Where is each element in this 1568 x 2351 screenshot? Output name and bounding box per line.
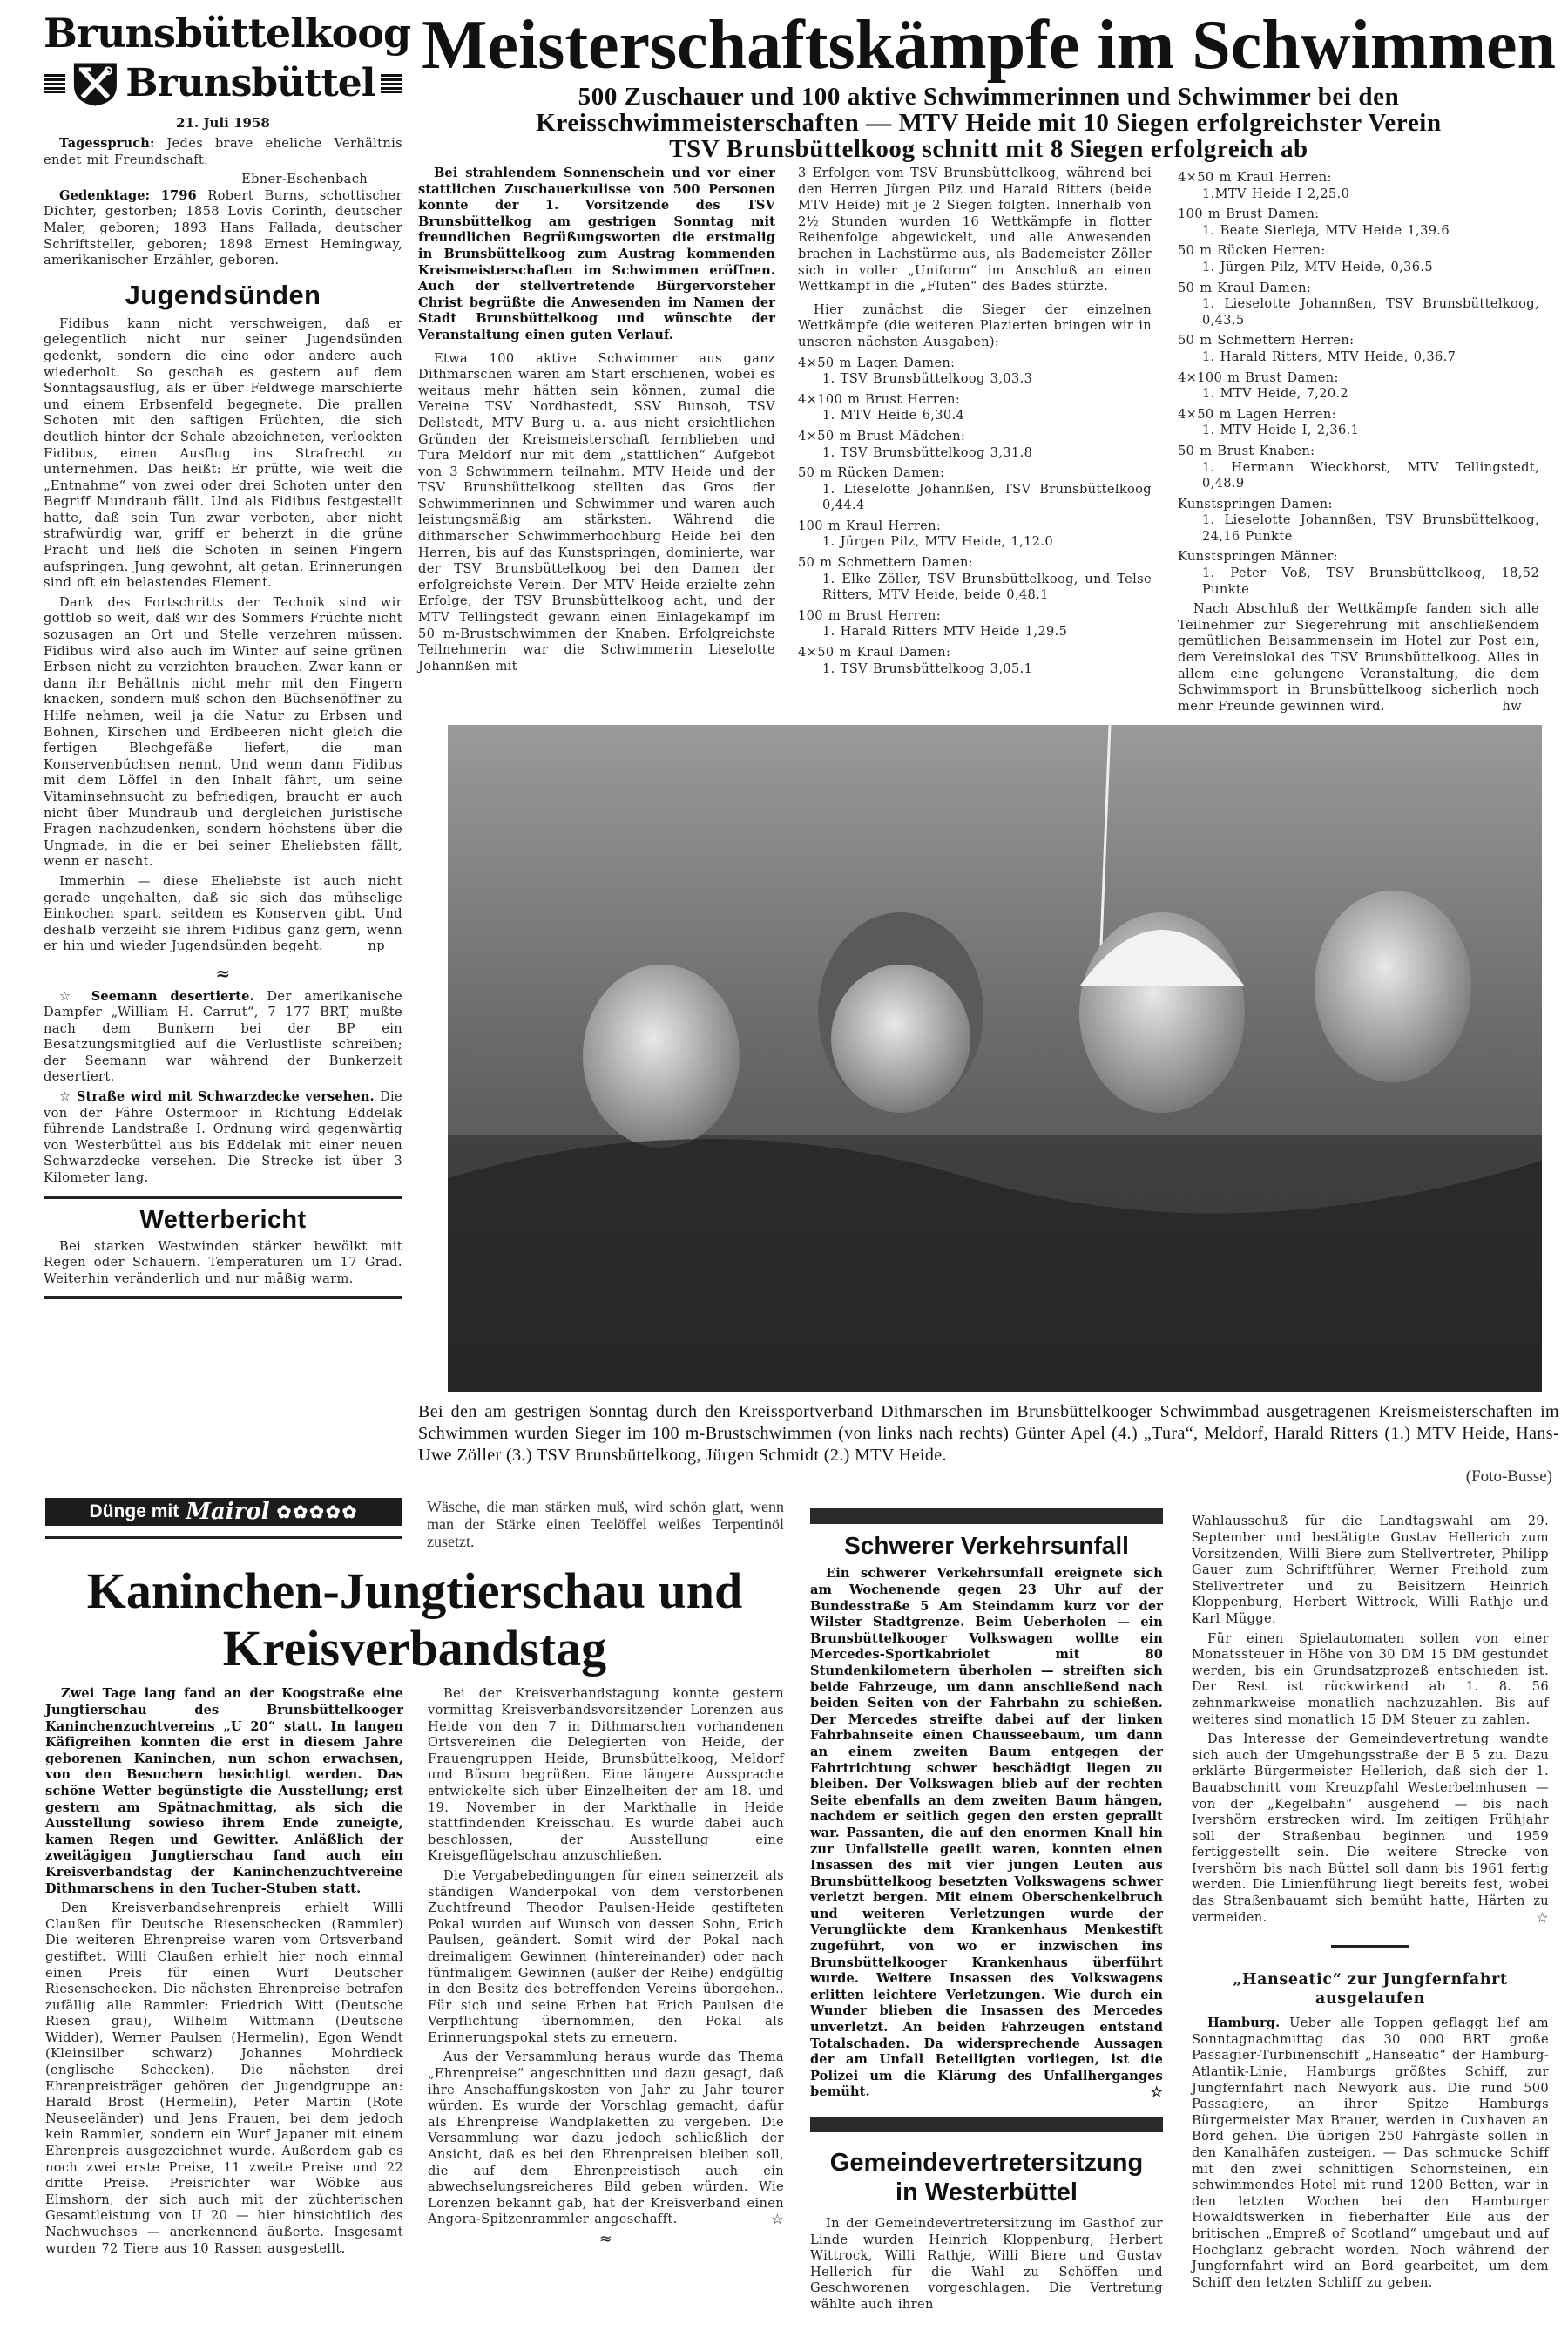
issue-date: 21. Juli 1958: [176, 115, 270, 131]
result-event: 100 m Brust Damen:: [1178, 207, 1320, 222]
hanseatic-column: [1192, 2016, 1549, 2291]
result-winner: 1. Elke Zöller, TSV Brunsbüttelkoog, und Telse Ritters, MTV Heide, beide 0,48.1: [822, 571, 1152, 603]
gedenktage: Gedenktage: 1796 Robert Burns, schottischer Dichter, gestorben; 1858 Lovis Corinth, deutscher Maler, geboren; 1893 Hans Fallada, deutscher Schriftsteller, geboren; 1898 Ernest Hemingway, amerikanischer Erzähler, geboren.: [44, 187, 402, 268]
masthead-line2: Brunsbüttel: [125, 61, 375, 105]
result-winner: 1. Harald Ritters MTV Heide 1,29.5: [822, 624, 1068, 640]
result-winner: 1. Jürgen Pilz, MTV Heide, 1,12.0: [822, 534, 1054, 550]
result-winner: 1. Lieselotte Johannßen, TSV Brunsbüttelkoog, 0,43.5: [1202, 296, 1539, 328]
tagesspruch: Tagesspruch: Jedes brave eheliche Verhältnis endet mit Freundschaft.: [44, 136, 402, 167]
gemeinde-column-2: [1192, 1514, 1549, 1929]
kaninchen-column-2: [428, 1686, 784, 2247]
divider: [45, 1536, 402, 1539]
result-winner: 1. Peter Voß, TSV Brunsbüttelkoog, 18,52 Punkte: [1202, 566, 1539, 597]
swim-column-3: [1178, 166, 1539, 718]
left-column: [44, 136, 402, 1299]
star-icon: ☆: [59, 988, 91, 1004]
gemeinde-paragraph: In der Gemeindevertretersitzung im Gasthof zur Linde wurden Heinrich Kloppenburg, Herbert Wittrock, Willi Rathje, Willi Biere und Gustav Hellerich für die Wahl zu Schöffen und Geschworenen vorgeschlagen. Die Vertretung wählte auch ihren: [810, 2216, 1163, 2312]
result-event: Kunstspringen Damen:: [1178, 496, 1333, 512]
separator-icon: ≈: [215, 962, 231, 984]
banner-left-icon: [44, 74, 65, 93]
kaninchen-paragraph: Die Vergabebedingungen für einen seinerzeit als ständigen Wanderpokal von dem verstorbenen Zuchtfreund Theodor Paulsen-Heide gestifteten Pokal wurden auf Wunsch von dessen Sohn, Erich Paulsen, geändert. Somit wird der Pokal nach dreimaligem Gewinnen (hintereinander) oder nach fünfmaligem Gewinnen (außer der Reihe) endgültig in den Besitz des betreffenden Vereins übergehen.. Für sich und seine Erben hat Erich Paulsen die Verpflichtung übernommen, den Pokal als Erinnerungspokal stets zu erneuern.: [428, 1867, 784, 2045]
hanseatic-text: Hamburg. Ueber alle Toppen geflaggt lief am Sonntagnachmittag das 30 000 BRT große Passagier-Turbinenschiff „Hanseatic“ der Hamburg-Atlantik-Linie, Hamburgs größtes Schiff, zur Jungfernfahrt nach Newyork aus. Die rund 500 Passagiere, an ihrer Spitze Hamburgs Bürgermeister Max Brauer, werden in Cuxhaven an Bord gehen. Die übrigen 250 Fahrgäste sollen in den Kanalhäfen zusteigen. — Das schmucke Schiff mit den zwei schnittigen Schornsteinen, ein schwimmendes Hotel mit rund 1200 Betten, war in den letzten Wochen bei den Hamburger Howaldtswerken in fieberhafter Eile aus der britischen „Empreß of Scotland“ umgebaut und auf Hochglanz gebracht worden. Noch während der Jungfernfahrt wird an Bord gearbeitet, um dem Schiff den letzten Schliff zu geben.: [1192, 2016, 1549, 2290]
gemeinde-paragraph: Wahlausschuß für die Landtagswahl am 29. September und bestätigte Gustav Hellerich zum Vorsitzenden, Willi Biere zum Stellvertreter, Philipp Gauer zum Schriftführer, Werner Freihold zum Stellvertreter und zu Beisitzern Heinrich Kloppenburg, Herbert Wittrock, Willi Rathje und Karl Mügge.: [1192, 1514, 1549, 1626]
column-3: [810, 1487, 1163, 2316]
star-icon: ☆: [771, 2211, 784, 2228]
kaninchen-headline: Kaninchen-Jungtierschau und Kreisverbandstag: [86, 1562, 743, 1677]
jugendsuenden-paragraph: Fidibus kann nicht verschweigen, daß er gelegentlich nicht nur seiner Jugendsünden gedenkt, sondern die eine oder andere auch wiederholt. So geschah es gestern auf dem Sonntagsausflug, als er über Feldwege marschierte und einem Erbsenfeld begegnete. Die prallen Schoten mit den saftigen Früchten, die sich deutlich hinter der Schale abzeichneten, verlockten Fidibus, einen Ausflug ins Strafrecht zu unternehmen. Das heißt: Er prüfte, wie weit die „Entnahme“ von zwei oder drei Schoten unter den Begriff Mundraub fällt. Und als Fidibus festgestellt hatte, daß sein Tun zwar verboten, aber nicht strafwürdig war, griff er beherzt in die grüne Pracht und ließ die Schoten in seinen Fingern aufspringen. Jung gewohnt, alt getan. Erinnerungen sind oft ein belastendes Element.: [44, 315, 402, 591]
flower-pots-icon: ✿✿✿✿✿: [276, 1502, 359, 1522]
kaninchen-paragraph: Den Kreisverbandsehrenpreis erhielt Willi Claußen für Deutsche Riesenschecken (Rammler) Die weiteren Ehrenpreise waren vom Ortsverband gestiftet. Willi Claußen erhielt hier noch einmal einen Preis für einen Wurf Deutscher Riesenschecken. Die nächsten Ehrenpreise betrafen zufällig alle Rammler: Friedrich Witt (Deutsche Riesen grau), Wilhelm Wittmann (Deutsche Widder), Werner Paulsen (Hermelin), Egon Wendt (Kleinsilber schwarz) Johannes Mohrdieck (englische Schecken). Die nächsten drei Ehrenpreisträger gehören der Jugendgruppe an: Harald Brost (Hermelin), Peter Martin (Rote Neuseeländer) und Jens Frauen, bei dem jedoch kein Rammler, sondern ein Wurf Japaner mit einem Ehrenpreis ausgezeichnet wurde. Außerdem gab es noch zwei erste Preise, 11 zweite Preise und 22 dritte Preise. Preisrichter war Wöbke aus Elmshorn, der sich auch mit der züchterischen Gesamtleistung von U 20 — hier hinsichtlich des Nachwuchses — anerkennend äußerte. Insgesamt wurden 72 Tiere aus 10 Rassen ausgestellt.: [45, 1900, 403, 2256]
result-event: 4×50 m Lagen Herren:: [1178, 406, 1336, 422]
banner-right-icon: [381, 74, 402, 93]
result-event: 50 m Schmettern Herren:: [1178, 333, 1355, 349]
result-winner: 1. Jürgen Pilz, MTV Heide, 0,36.5: [1202, 259, 1434, 274]
result-event: 4×100 m Brust Herren:: [798, 391, 961, 407]
kaninchen-lead: Zwei Tage lang fand an der Koogstraße eine Jungtierschau des Brunsbüttelkooger Kaninchenzuchtvereins „U 20“ statt. In langen Käfigreihen konnten die erst in diesem Jahre geborenen Kaninchen, nun schon erwachsen, von den Besuchern besichtigt werden. Das schöne Wetter begünstigte die Ausstellung; erst gestern am Spätnachmittag, als sich die Ausstellung sowieso ihrem Ende zuneigte, kamen Regen und Gewitter. Anläßlich der zweitägigen Jungtierschau fand auch ein Kreisverbandstag der Kaninchenzuchtvereine Dithmarschens in den Tucher-Stuben statt.: [45, 1686, 403, 1896]
dark-divider-bar: [810, 1508, 1163, 1524]
result-winner: 1. Lieselotte Johannßen, TSV Brunsbüttelkoog 0,44.4: [822, 481, 1152, 513]
swim-paragraph: 3 Erfolgen vom TSV Brunsbüttelkoog, während bei den Herren Jürgen Pilz und Harald Ritters (beide MTV Heide) mit je 2 Siegen folgten. Innerhalb von 2½ Stunden wurden 16 Wettkämpfe in flotter Reihenfolge abgewickelt, und alle Anwesenden brachen in Lachstürme aus, als Bademeister Zöller sich in voller „Uniform“ im Anschluß an einen Wettkampf in die „Fluten“ des Bades stürzte.: [798, 166, 1152, 295]
kaninchen-column-1: [45, 1686, 403, 2260]
masthead-line1: Brunsbüttelkoog: [44, 10, 411, 57]
divider: [1331, 1945, 1409, 1948]
gemeinde-heading: Gemeindevertretersitzung in Westerbüttel: [829, 2149, 1144, 2206]
result-event: 4×50 m Kraul Damen:: [798, 645, 951, 661]
swim-subheadline: 500 Zuschauer und 100 aktive Schwimmerinnen und Schwimmer bei den Kreisschwimmeisterschaften — MTV Heide mit 10 Siegen erfolgreichster Verein TSV Brunsbüttelkoog schnitt mit 8 Siegen erfolgreich ab: [536, 83, 1442, 163]
dark-divider-bar: [810, 2117, 1163, 2132]
result-winner: 1. TSV Brunsbüttelkoog 3,05.1: [822, 661, 1033, 676]
tagesspruch-author: Ebner-Eschenbach: [241, 172, 368, 187]
result-winner: 1. Hermann Wieckhorst, MTV Tellingstedt, 0,48.9: [1202, 459, 1539, 491]
gemeinde-paragraph: Das Interesse der Gemeindevertretung wandte sich auch der Umgehungsstraße der B 5 zu. Dazu erklärte Bürgermeister Hellerich, daß sich der 1. Bauabschnitt vom Kreuzpfahl Westerbelmhusen — von der „Kegelbahn“ ausgehend — bis nach Ivershörn erstrecken wird. Im zeitigen Frühjahr soll der Straßenbau beginnen und 1959 fertiggestellt sein. Die weitere Strecke von Ivershörn bis nach Büttel soll dann bis 1961 fertig werden. Die Linienführung liegt bereits fest, wobei das Straßenbauamt sich bemüht hatte, Härten zu vermeiden. ☆: [1192, 1731, 1549, 1926]
result-winner: 1. MTV Heide 6,30.4: [822, 408, 965, 423]
swim-results-intro: Hier zunächst die Sieger der einzelnen Wettkämpfe (die weiteren Plazierten bringen wir in unseren nächsten Ausgaben):: [798, 301, 1152, 349]
result-event: 50 m Rücken Damen:: [798, 465, 945, 481]
result-event: Kunstspringen Männer:: [1178, 549, 1338, 565]
separator-icon: ≈: [598, 2230, 613, 2248]
result-event: 50 m Brust Knaben:: [1178, 443, 1315, 458]
news-seemann: ☆ Seemann desertierte. Der amerikanische Dampfer „William H. Carrut“, 7 177 BRT, mußte nach dem Bunkern bei der BP ein Besatzungsmitglied auf die Verlustliste schreiben; der Seemann war während der Bunkerzeit desertiert.: [44, 988, 402, 1085]
gemeinde-paragraph: Für einen Spielautomaten sollen von einer Monatssteuer in Höhe von 30 DM 15 DM gestundet werden, bis ein Grundsatzprozeß entschieden ist. Der Rest ist rückwirkend ab 1. 8. 56 zehnmarkweise monatlich nachzuzahlen. Bis auf weiteres sind monatlich 15 DM Steuer zu zahlen.: [1192, 1630, 1549, 1727]
result-event: 50 m Rücken Herren:: [1178, 243, 1326, 259]
divider: [44, 1296, 402, 1299]
result-event: 4×50 m Brust Mädchen:: [798, 428, 966, 444]
results-list: [798, 356, 1152, 678]
jugendsuenden-paragraph: Immerhin — diese Eheliebste ist auch nicht gerade ungehalten, daß sie sich das mühselige Einkochen spart, seitdem es Konserven gibt. Und deshalb verzeiht sie ihrem Fidibus ganz gern, wenn er hin und wieder Jugendsünden begeht. np: [44, 873, 402, 954]
photo-caption: Bei den am gestrigen Sonntag durch den Kreissportverband Dithmarschen im Brunsbüttelkooger Schwimmbad ausgetragenen Kreismeisterschaften im Schwimmen wurden Sieger im 100 m-Brustschwimmen (von links nach rechts) Günter Apel (4.) „Tura“, Meldorf, Harald Ritters (1.) MTV Heide, Hans-Uwe Zöller (3.) TSV Brunsbüttelkoog, Jürgen Schmidt (2.) MTV Heide.: [418, 1402, 1559, 1466]
brand-logo: Mairol: [186, 1499, 270, 1526]
advertisement-mairol: Dünge mit Mairol ✿✿✿✿✿: [45, 1498, 402, 1526]
unfall-column: [810, 1566, 1163, 2104]
news-strasse: ☆ Straße wird mit Schwarzdecke versehen. Die von der Fähre Ostermoor in Richtung Eddelak führende Landstraße I. Ordnung wird gegenwärtig von Westerbüttel aus bis Eddelak mit einer neuen Schwarzdecke versehen. Die Strecke ist über 3 Kilometer lang.: [44, 1089, 402, 1186]
star-icon: ☆: [1150, 2083, 1163, 2101]
result-winner: 1. TSV Brunsbüttelkoog 3,31.8: [822, 444, 1033, 460]
result-event: 4×50 m Kraul Herren:: [1178, 170, 1332, 185]
star-icon: ☆: [59, 1089, 77, 1105]
column-4: [1192, 1514, 1549, 2294]
left-sidebar: [44, 0, 411, 1303]
divider: [44, 1196, 402, 1199]
result-winner: 1. MTV Heide, 7,20.2: [1202, 386, 1349, 402]
result-winner: 1.MTV Heide I 2,25.0: [1202, 186, 1350, 201]
result-winner: 1. MTV Heide I, 2,36.1: [1202, 423, 1360, 438]
jugendsuenden-paragraph: Dank des Fortschritts der Technik sind wir gottlob so weit, daß wir des Sommers Früchte nicht sozusagen an Ort und Stelle verzehren müssen. Fidibus wird also auch im Winter auf seine grünen Erbsen nicht zu verzichten brauchen. Zwar kann er dann ihr Behältnis nicht mehr mit den Fingern knacken, sondern muß schon den Büchsenöffner zu Hilfe nehmen, weil ja die Natur zu Erbsen und Bohnen, Kirschen und Erdbeeren nicht gleich die fertigen Blechgefäße liefert, die man Konservenbüchsen nennt. Und wenn dann Fidibus mit dem Löffel in den Inhalt fährt, um seine Vitaminsehnsucht zu befriedigen, braucht er auch nicht über Mundraub und dergleichen juristische Fragen nachzudenken, sondern höchstens über die Ungnade, in die er bei seiner Eheliebsten fällt, wenn er nascht.: [44, 594, 402, 870]
swim-column-2: [798, 166, 1152, 677]
photo-credit: (Foto-Busse): [1465, 1467, 1552, 1487]
result-event: 100 m Brust Herren:: [798, 607, 941, 623]
result-event: 100 m Kraul Herren:: [798, 518, 942, 533]
swim-lead: Bei strahlendem Sonnenschein und vor einer stattlichen Zuschauerkulisse von 500 Personen konnte der 1. Vorsitzende des TSV Brunsbüttelkog am gestrigen Sonntag mit freundlichen Begrüßungsworten die erstmalig in Brunsbüttelkoog zum Austrag kommenden Kreismeisterschaften im Schwimmen eröffnen. Auch der stellvertretende Bürgervorsteher Christ begrüßte die Anwesenden im Namen der Stadt Brunsbüttelkoog und wünschte der Veranstaltung einen guten Verlauf.: [418, 166, 775, 342]
coat-of-arms-icon: [71, 59, 120, 108]
unfall-heading: Schwerer Verkehrsunfall: [844, 1532, 1129, 1560]
swim-signature: hw: [1502, 698, 1522, 714]
result-winner: 1. TSV Brunsbüttelkoog 3,03.3: [822, 371, 1033, 387]
result-winner: 1. Beate Sierleja, MTV Heide 1,39.6: [1202, 222, 1450, 238]
wetterbericht-text: Bei starken Westwinden stärker bewölkt mit Regen oder Schauern. Temperaturen um 17 Grad. Weiterhin veränderlich und nur mäßig warm.: [44, 1238, 402, 1286]
swim-headline: Meisterschaftskämpfe im Schwimmen: [422, 7, 1556, 84]
hanseatic-heading: „Hanseatic“ zur Jungfernfahrt ausgelaufen: [1233, 1971, 1508, 2009]
star-icon: ☆: [1536, 1908, 1549, 1926]
swim-paragraph: Etwa 100 aktive Schwimmer aus ganz Dithmarschen waren am Start erschienen, wobei es weitaus mehr hätten sein können, zumal die Vereine TSV Nordhastedt, SSV Bunsoh, TSV Dellstedt, MTV Burg u. a. aus nicht ersichtlichen Gründen der Kreismeisterschaft fernblieben und Tura Meldorf nur mit dem „stattlichen“ Aufgebot von 3 Schwimmern teilnahm. MTV Heide und der TSV Brunsbüttelkoog stellten das Gros der Schwimmerinnen und Schwimmer und waren auch leistungsmäßig am stärksten. Während die dithmarscher Schwimmerhochburg Heide bei den Herren, bis auf das Kunstspringen, dominierte, war der TSV Brunsbüttelkoog bei den Damen der erfolgreichste Verein. Der MTV Heide erzielte zehn Erfolge, der TSV Brunsbüttelkoog acht, und der MTV Tellingstedt gewann einen Einlagekampf im 50 m-Brustschwimmen der Knaben. Erfolgreichste Teilnehmerin war die Schwimmerin Lieselotte Johannßen mit: [418, 350, 775, 674]
swim-column-1: [418, 166, 775, 678]
masthead-logo: [44, 0, 411, 108]
gemeinde-column-1: [810, 2216, 1163, 2314]
kaninchen-article: [45, 1487, 784, 2260]
result-winner: 1. Lieselotte Johannßen, TSV Brunsbüttelkoog, 24,16 Punkte: [1202, 512, 1539, 544]
kaninchen-paragraph: Aus der Versammlung heraus wurde das Thema „Ehrenpreise“ angeschnitten und dazu gesagt, daß ihre Anschaffungskosten von Jahr zu Jahr teurer würden. Es wurde der Vorschlag gemacht, dafür als Ehrenpreise Wandplaketten zu vergeben. Die Versammlung war dazu jedoch schließlich der Ansicht, daß es bei den Ehrenpreisen bleiben soll, die auf dem Ehrenpreistisch auch ein abwechselungsreicheres Bild geben würden. Wie Lorenzen bekannt gab, hat der Kreisverband einen Angora-Spitzenrammler angeschafft. ☆: [428, 2050, 784, 2228]
swim-closing: Nach Abschluß der Wettkämpfe fanden sich alle Teilnehmer zur Siegerehrung mit anschließendem gemütlichen Beisammensein im Hotel zur Post ein, dem Vereinslokal des TSV Brunsbüttelkoog. Alles in allem eine gelungene Veranstaltung, die dem Schwimmsport in Brunsbüttelkoog sicherlich noch mehr Freunde gewinnen wird. hw: [1178, 601, 1539, 714]
result-event: 50 m Schmettern Damen:: [798, 555, 974, 571]
unfall-text: Ein schwerer Verkehrsunfall ereignete sich am Wochenende gegen 23 Uhr auf der Bundesstraße 5 Am Steindamm kurz vor der Wilster Stadtgrenze. Beim Ueberholen — ein Brunsbüttelkooger Volkswagen wollte ein Mercedes-Sportkabriolet mit 80 Stundenkilometern überholen — streiften sich beide Fahrzeuge, um dann anschließend nach beiden Seiten von der Fahrbahn zu schießen. Der Mercedes streifte dabei auf der linken Fahrbahnseite einen Chausseebaum, um dann an einem zweiten Baum entgegen der Fahrtrichtung schwer beschädigt liegen zu bleiben. Der Volkswagen blieb auf der rechten Seite ebenfalls an dem zweiten Baum hängen, nachdem er seitlich gegen den ersten geprallt war. Passanten, die auf den enormen Knall hin zur Unfallstelle geeilt waren, konnten einen Insassen des mit vier jungen Leuten aus Brunsbüttelkoog besetzten Volkswagens schwer verletzt bergen. Mit einem Oberschenkelbruch und weiteren Verletzungen wurde der Verunglückte dem Krankenhaus Menkestift zugeführt, von wo er inzwischen ins Brunsbüttelkooger Krankenhaus überführt wurde. Weitere Insassen des Volkswagens erlitten leichtere Verletzungen. Wie durch ein Wunder blieben die Insassen des Mercedes unverletzt. An beiden Fahrzeugen entstand Totalschaden. Da widersprechende Aussagen der am Unfall Beteiligten vorliegen, ist die Polizei um die Klärung des Unfallherganges bemüht. ☆: [810, 1566, 1163, 2101]
kaninchen-paragraph: Bei der Kreisverbandstagung konnte gestern vormittag Kreisverbandsvorsitzender Lorenzen aus Heide von den 7 in Dithmarschen vorhandenen Ortsvereinen die Delegierten von Heide, der Frauengruppen Heide, Brunsbüttelkoog, Meldorf und Büsum begrüßen. Eine längere Aussprache entwickelte sich über Einzelheiten der am 18. und 19. November in der Markthalle in Heide stattfindenden Kreisschau. Es wurde dabei auch beschlossen, der Ausstellung eine Kreisgeflügelschau anzuschließen.: [428, 1686, 784, 1864]
swim-article: [418, 0, 1559, 1487]
swimmers-photo: [448, 725, 1542, 1392]
household-tip: Wäsche, die man stärken muß, wird schön glatt, wenn man der Stärke einen Teelöffel weißes Terpentinöl zusetzt.: [427, 1498, 784, 1551]
results-list: [1178, 170, 1539, 598]
wetterbericht-heading: Wetterbericht: [139, 1205, 307, 1234]
result-event: 50 m Kraul Damen:: [1178, 280, 1312, 295]
result-winner: 1. Harald Ritters, MTV Heide, 0,36.7: [1202, 349, 1456, 364]
result-event: 4×50 m Lagen Damen:: [798, 355, 956, 370]
jugendsuenden-heading: Jugendsünden: [125, 279, 321, 310]
jugendsuenden-signature: np: [368, 938, 385, 954]
result-event: 4×100 m Brust Damen:: [1178, 369, 1339, 385]
